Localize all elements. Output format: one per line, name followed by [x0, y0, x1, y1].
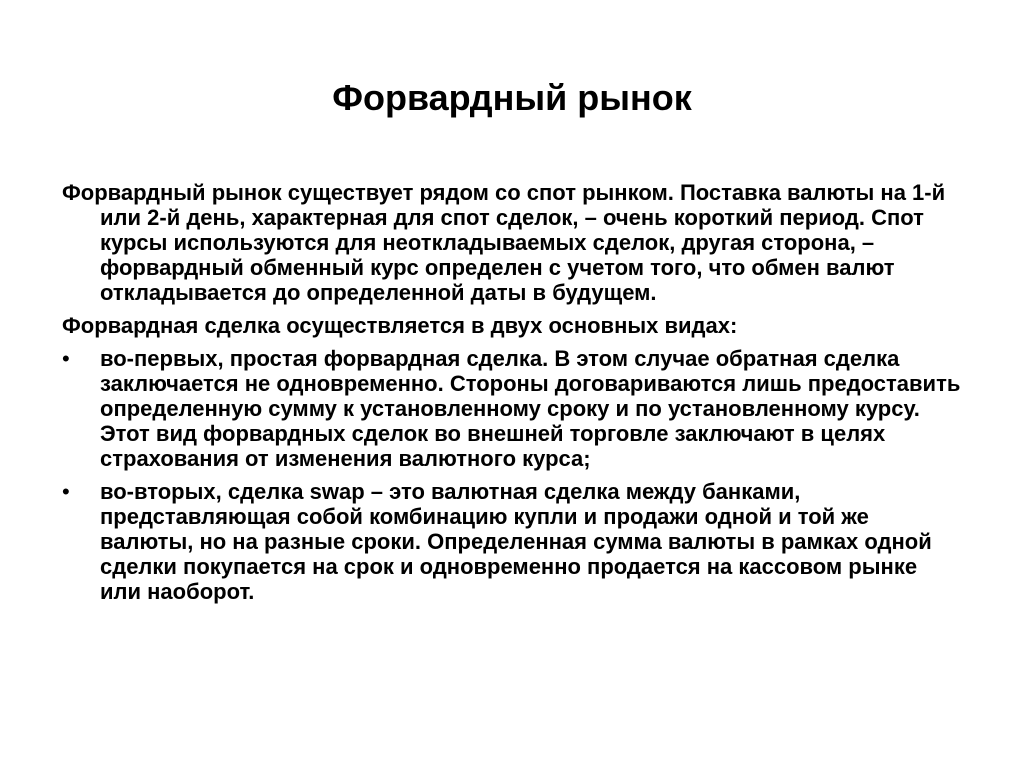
- bullet-dot-icon: •: [62, 479, 70, 504]
- bullet-text: во-первых, простая форвардная сделка. В этом случае обратная сделка заключается не одновременно. Стороны договариваются лишь предоставить определенную сумму к установленному сроку и по установленному курсу. Этот вид форвардных сделок во внешней торговле заключают в целях страхования от изменения валютного курса;: [100, 346, 961, 471]
- bullet-item-swap: [62, 479, 962, 604]
- slide-title: Форвардный рынок: [332, 77, 692, 118]
- bullet-item-simple-forward: [62, 346, 962, 471]
- bullet-dot-icon: •: [62, 346, 70, 371]
- paragraph-forward-deal-types: Форвардная сделка осуществляется в двух основных видах:: [62, 313, 738, 338]
- paragraph-forward-market: Форвардный рынок существует рядом со спот рынком. Поставка валюты на 1-й или 2-й день, характерная для спот сделок, – очень короткий период. Спот курсы используются для неоткладываемых сделок, другая сторона, – форвардный обменный курс определен с учетом того, что обмен валют откладывается до определенной даты в будущем.: [62, 180, 946, 305]
- slide-body: [62, 180, 962, 612]
- bullet-text: во-вторых, сделка swap – это валютная сделка между банками, представляющая собой комбинацию купли и продажи одной и той же валюты, но на разные сроки. Определенная сумма валюты в рамках одной сделки покупается на срок и одновременно продается на кассовом рынке или наоборот.: [100, 479, 932, 604]
